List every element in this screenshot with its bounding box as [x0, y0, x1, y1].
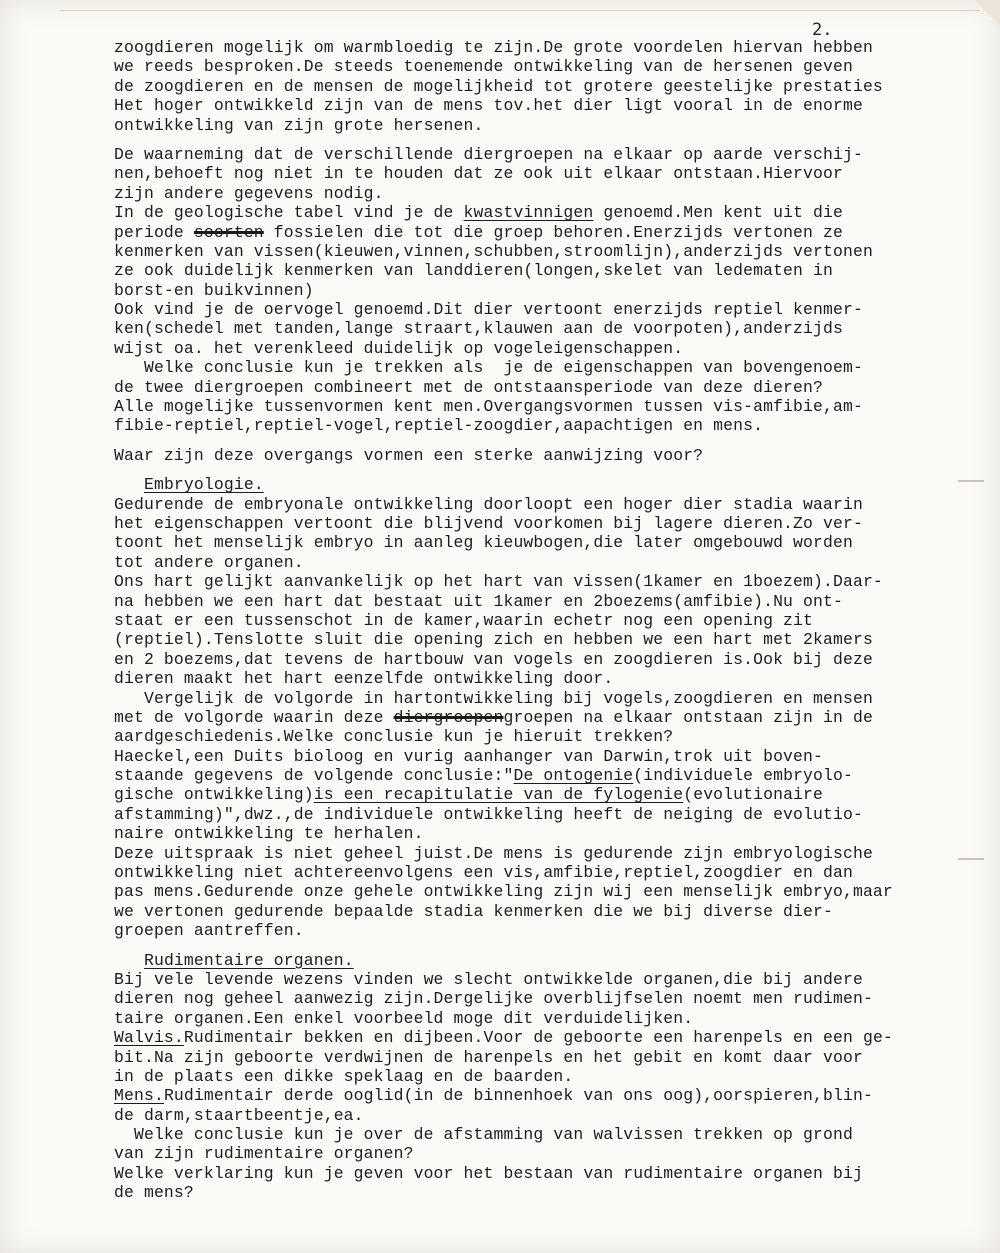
- text-line: borst-en buikvinnen): [114, 280, 314, 300]
- margin-mark: [958, 858, 984, 860]
- text-line: de darm,staartbeentje,ea.: [114, 1105, 364, 1125]
- text-line: van zijn rudimentaire organen?: [114, 1144, 414, 1164]
- text-line: Welke conclusie kun je trekken als je de eigenschappen van bovengenoem-: [114, 358, 863, 378]
- paper-edge: [60, 0, 980, 11]
- heading-embryologie: [114, 475, 914, 494]
- paper-corner: [976, 0, 1000, 40]
- text-line: zoogdieren mogelijk om warmbloedig te zijn.De grote voordelen hiervan hebben: [114, 38, 873, 57]
- text-line: de twee diergroepen combineert met de ontstaansperiode van deze dieren?: [114, 377, 824, 397]
- text-line: Het hoger ontwikkeld zijn van de mens tov.het dier ligt vooral in de enorme: [114, 96, 863, 116]
- text-line: afstamming)",dwz.,de individuele ontwikkeling heeft de neiging de evolutio-: [114, 804, 863, 824]
- text-line: pas mens.Gedurende onze gehele ontwikkeling zijn wij een menselijk embryo,maar: [114, 882, 893, 902]
- text-line: [114, 1028, 914, 1047]
- text-line: ze ook duidelijk kenmerken van landdieren(longen,skelet van ledematen in: [114, 261, 833, 281]
- margin-mark: [958, 480, 984, 482]
- text-line: toont het menselijk embryo in aanleg kieuwbogen,die later omgebouwd worden: [114, 533, 853, 553]
- text-span: periode: [114, 222, 194, 242]
- text-span: Rudimentair derde ooglid(in de binnenhoek van ons oog),oorspieren,blin-: [163, 1086, 873, 1106]
- question-transitional-forms: Waar zijn deze overgangs vormen een sterke aanwijzing voor?: [114, 445, 704, 465]
- text-span: (individuele embryolo-: [633, 766, 853, 786]
- text-span: Rudimentair bekken en dijbeen.Voor de geboorte een harenpels en een ge-: [183, 1028, 893, 1048]
- text-line: kenmerken van vissen(kieuwen,vinnen,schubben,stroomlijn),anderzijds vertonen: [114, 241, 873, 261]
- text-line: dieren nog geheel aanwezig zijn.Dergelijke overblijfselen noemt men rudimen-: [114, 989, 873, 1009]
- text-line: fibie-reptiel,reptiel-vogel,reptiel-zoogdier,aapachtigen en mens.: [114, 416, 764, 436]
- text-span: In de geologische tabel vind je de: [114, 203, 464, 223]
- text-span: met de volgorde waarin deze: [114, 707, 394, 727]
- text-line: en 2 boezems,dat tevens de hartbouw van vogels en zoogdieren is.Ook bij deze: [114, 649, 873, 669]
- text-span: groepen na elkaar ontstaan zijn in de: [503, 707, 873, 727]
- struck-word: diergroepen: [393, 707, 504, 727]
- text-line: Vergelijk de volgorde in hartontwikkeling bij vogels,zoogdieren en mensen: [114, 688, 873, 708]
- term-ontogenie: De ontogenie: [513, 766, 634, 786]
- text-line: [114, 203, 914, 222]
- text-line: [114, 708, 914, 727]
- text-line: ken(schedel met tanden,lange straart,klauwen aan de voorpoten),anderzijds: [114, 319, 843, 339]
- term-recapitulatie: is een recapitulatie van de fylogenie: [313, 785, 684, 805]
- text-line: wijst oa. het verenkleed duidelijk op vogeleigenschappen.: [114, 338, 684, 358]
- text-line: naire ontwikkeling te herhalen.: [114, 824, 424, 844]
- heading-text: Embryologie.: [143, 475, 264, 495]
- text-line: aardgeschiedenis.Welke conclusie kun je hieruit trekken?: [114, 727, 674, 747]
- text-line: tot andere organen.: [114, 552, 304, 572]
- term-kwastvinnigen: kwastvinnigen: [463, 203, 594, 223]
- text-span: genoemd.Men kent uit die: [593, 203, 843, 223]
- text-line: we reeds besproken.De steeds toenemende ontwikkeling van de hersenen geven: [114, 57, 853, 77]
- text-line: taire organen.Een enkel voorbeeld moge dit verduidelijken.: [114, 1008, 694, 1028]
- text-line: dieren maakt het hart eenzelfde ontwikkeling door.: [114, 669, 614, 689]
- text-line: Alle mogelijke tussenvormen kent men.Overgangsvormen tussen vis-amfibie,am-: [114, 397, 863, 417]
- text-line: Gedurende de embryonale ontwikkeling doorloopt een hoger dier stadia waarin: [114, 494, 863, 514]
- text-line: het eigenschappen vertoont die blijvend voorkomen bij lagere dieren.Zo ver-: [114, 513, 863, 533]
- text-line: nen,behoeft nog niet in te houden dat ze ook uit elkaar ontstaan.Hiervoor: [114, 164, 843, 184]
- heading-rudimentaire-organen: [114, 951, 914, 970]
- heading-text: Rudimentaire organen.: [143, 950, 354, 970]
- text-line: staat er een tussenschot in de kamer,waarin echetr nog een opening zit: [114, 610, 814, 630]
- text-line: Deze uitspraak is niet geheel juist.De mens is gedurende zijn embryologische: [114, 843, 873, 863]
- struck-word: soorten: [193, 222, 264, 242]
- text-line: ontwikkeling niet achtereenvolgens een vis,amfibie,reptiel,zoogdier en dan: [114, 863, 853, 883]
- text-line: ontwikkeling van zijn grote hersenen.: [114, 115, 484, 135]
- section-rudimentaire-organen: [114, 970, 914, 1203]
- text-line: Welke verklaring kun je geven voor het bestaan van rudimentaire organen bij: [114, 1163, 863, 1183]
- page-number: 2.: [812, 20, 833, 40]
- text-line: De waarneming dat de verschillende diergroepen na elkaar op aarde verschij-: [114, 144, 863, 164]
- document-body: [114, 38, 914, 1203]
- text-line: Welke conclusie kun je over de afstamming van walvissen trekken op grond: [114, 1125, 853, 1145]
- text-line: na hebben we een hart dat bestaat uit 1kamer en 2boezems(amfibie).Nu ont-: [114, 591, 843, 611]
- text-line: in de plaats een dikke speklaag en de baarden.: [114, 1066, 574, 1086]
- text-span: (evolutionaire: [683, 785, 824, 805]
- text-span: fossielen die tot die groep behoren.Enerzijds vertonen ze: [263, 222, 843, 242]
- text-line: de zoogdieren en de mensen de mogelijkheid tot grotere geestelijke prestaties: [114, 76, 883, 96]
- paragraph-evidence: [114, 145, 914, 436]
- text-span: gische ontwikkeling): [114, 785, 314, 805]
- text-line: [114, 223, 914, 242]
- section-embryologie: [114, 495, 914, 941]
- text-line: [114, 766, 914, 785]
- text-line: Bij vele levende wezens vinden we slecht ontwikkelde organen,die bij andere: [114, 969, 863, 989]
- text-line: Ons hart gelijkt aanvankelijk op het hart van vissen(1kamer en 1boezem).Daar-: [114, 572, 883, 592]
- text-line: de mens?: [114, 1183, 194, 1203]
- text-line: zijn andere gegevens nodig.: [114, 183, 384, 203]
- term-mens: Mens.: [114, 1086, 164, 1106]
- text-line: Haeckel,een Duits bioloog en vurig aanhanger van Darwin,trok uit boven-: [114, 746, 824, 766]
- text-line: Ook vind je de oervogel genoemd.Dit dier vertoont enerzijds reptiel kenmer-: [114, 300, 863, 320]
- text-line: groepen aantreffen.: [114, 921, 304, 941]
- paragraph-intro: [114, 38, 914, 135]
- text-line: (reptiel).Tenslotte sluit die opening zich en hebben we een hart met 2kamers: [114, 630, 873, 650]
- term-walvis: Walvis.: [114, 1028, 184, 1048]
- text-line: bit.Na zijn geboorte verdwijnen de harenpels en het gebit en komt daar voor: [114, 1047, 863, 1067]
- text-line: we vertonen gedurende bepaalde stadia kenmerken die we bij diverse dier-: [114, 901, 833, 921]
- text-line: [114, 1086, 914, 1105]
- text-span: staande gegevens de volgende conclusie:": [114, 766, 514, 786]
- text-line: [114, 785, 914, 804]
